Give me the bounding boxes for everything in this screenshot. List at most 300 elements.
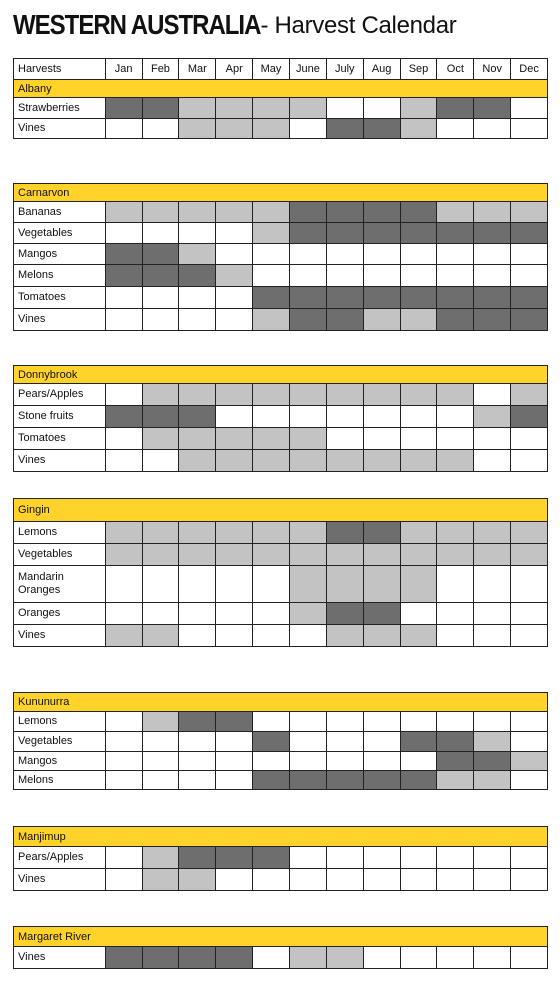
month-cell (216, 309, 253, 330)
month-cell (511, 265, 548, 286)
month-cell (401, 603, 438, 624)
month-cell (511, 522, 548, 543)
month-cell (106, 450, 143, 471)
table-row (14, 869, 548, 891)
month-cell (437, 847, 474, 868)
crop-label: Bananas (14, 202, 106, 222)
month-cell (143, 771, 180, 789)
crop-label: Tomatoes (14, 428, 106, 449)
month-cell (474, 752, 511, 770)
month-cell (401, 771, 438, 789)
month-cell (511, 712, 548, 731)
month-cell (216, 384, 253, 405)
month-cell (401, 287, 438, 308)
month-cell (401, 98, 438, 118)
month-cell (327, 98, 364, 118)
month-cell (216, 223, 253, 243)
month-cell (511, 847, 548, 868)
region-table-margaret-river (13, 926, 548, 969)
month-cell (327, 771, 364, 789)
month-cell (290, 566, 327, 602)
month-cell (474, 244, 511, 264)
month-cell (143, 450, 180, 471)
crop-label: Mangos (14, 244, 106, 264)
month-cell (179, 98, 216, 118)
month-cell (143, 625, 180, 646)
month-cell (143, 847, 180, 868)
month-cell (216, 406, 253, 427)
month-cell (511, 450, 548, 471)
month-header-oct: Oct (437, 59, 474, 79)
region-table-kununurra (13, 692, 548, 790)
month-cell (474, 771, 511, 789)
table-row (14, 98, 548, 119)
month-cell (179, 544, 216, 565)
month-cell (401, 625, 438, 646)
crop-label: Mandarin Oranges (14, 566, 106, 602)
month-cell (511, 603, 548, 624)
month-cell (143, 752, 180, 770)
table-row (14, 202, 548, 223)
crop-label: Vines (14, 869, 106, 890)
month-cell (364, 309, 401, 330)
month-cell (106, 119, 143, 138)
month-cell (179, 847, 216, 868)
table-row (14, 384, 548, 406)
crop-label: Strawberries (14, 98, 106, 118)
region-table-gingin (13, 498, 548, 647)
region-heading: Gingin (14, 498, 548, 522)
page-title (13, 9, 457, 46)
month-header-apr: Apr (216, 59, 253, 79)
month-cell (401, 384, 438, 405)
month-cell (474, 406, 511, 427)
month-cell (327, 223, 364, 243)
month-cell (327, 119, 364, 138)
month-cell (437, 544, 474, 565)
month-header-july: July (327, 59, 364, 79)
crop-label: Melons (14, 771, 106, 789)
crop-label: Stone fruits (14, 406, 106, 427)
month-cell (327, 712, 364, 731)
crop-label: Lemons (14, 522, 106, 543)
month-cell (364, 287, 401, 308)
month-cell (474, 522, 511, 543)
crop-label: Pears/Apples (14, 384, 106, 405)
month-cell (327, 869, 364, 890)
month-cell (290, 287, 327, 308)
month-cell (401, 847, 438, 868)
crop-label: Vines (14, 947, 106, 968)
month-cell (253, 119, 290, 138)
month-cell (437, 712, 474, 731)
month-cell (474, 732, 511, 751)
month-cell (437, 244, 474, 264)
month-cell (143, 309, 180, 330)
table-row (14, 244, 548, 265)
month-cell (401, 947, 438, 968)
month-cell (401, 265, 438, 286)
month-cell (511, 384, 548, 405)
month-cell (364, 625, 401, 646)
month-cell (401, 309, 438, 330)
month-cell (253, 522, 290, 543)
month-cell (364, 428, 401, 449)
month-cell (253, 732, 290, 751)
month-cell (179, 771, 216, 789)
month-cell (216, 428, 253, 449)
month-cell (364, 712, 401, 731)
month-cell (179, 223, 216, 243)
title-bold-part: WESTERN AUSTRALIA (13, 9, 261, 41)
month-cell (106, 428, 143, 449)
month-cell (253, 223, 290, 243)
month-cell (290, 450, 327, 471)
month-cell (290, 752, 327, 770)
month-cell (474, 847, 511, 868)
month-cell (179, 202, 216, 222)
month-cell (511, 428, 548, 449)
month-cell (253, 406, 290, 427)
month-header-feb: Feb (143, 59, 180, 79)
month-cell (216, 847, 253, 868)
month-cell (216, 450, 253, 471)
month-cell (290, 712, 327, 731)
month-cell (474, 869, 511, 890)
month-cell (364, 732, 401, 751)
month-cell (106, 406, 143, 427)
month-cell (511, 544, 548, 565)
month-cell (216, 869, 253, 890)
month-cell (327, 384, 364, 405)
region-table-carnarvon (13, 183, 548, 331)
month-cell (106, 384, 143, 405)
month-cell (179, 406, 216, 427)
month-cell (364, 202, 401, 222)
month-cell (474, 265, 511, 286)
month-cell (179, 428, 216, 449)
region-heading: Carnarvon (14, 183, 548, 202)
title-subtitle-part: - Harvest Calendar (260, 12, 457, 39)
table-row (14, 119, 548, 139)
month-cell (106, 712, 143, 731)
month-cell (511, 752, 548, 770)
month-cell (106, 847, 143, 868)
month-cell (474, 384, 511, 405)
month-cell (106, 947, 143, 968)
month-cell (474, 544, 511, 565)
table-row (14, 287, 548, 309)
month-cell (511, 98, 548, 118)
table-row (14, 752, 548, 771)
crop-label: Vegetables (14, 544, 106, 565)
month-cell (143, 566, 180, 602)
month-cell (179, 712, 216, 731)
crop-label: Oranges (14, 603, 106, 624)
month-cell (179, 566, 216, 602)
table-row (14, 450, 548, 472)
month-cell (437, 309, 474, 330)
month-cell (401, 732, 438, 751)
month-cell (290, 202, 327, 222)
month-cell (179, 625, 216, 646)
month-cell (179, 732, 216, 751)
month-cell (364, 847, 401, 868)
region-heading: Margaret River (14, 926, 548, 947)
month-cell (253, 450, 290, 471)
month-cell (106, 244, 143, 264)
month-cell (253, 544, 290, 565)
table-row (14, 847, 548, 869)
month-cell (364, 771, 401, 789)
month-cell (253, 752, 290, 770)
table-row (14, 309, 548, 331)
month-cell (474, 98, 511, 118)
table-row (14, 712, 548, 732)
month-cell (401, 869, 438, 890)
month-cell (401, 544, 438, 565)
month-cell (511, 625, 548, 646)
month-cell (401, 450, 438, 471)
crop-label: Mangos (14, 752, 106, 770)
month-cell (401, 428, 438, 449)
header-label: Harvests (14, 59, 106, 79)
month-cell (106, 566, 143, 602)
month-cell (179, 869, 216, 890)
crop-label: Melons (14, 265, 106, 286)
month-cell (327, 202, 364, 222)
crop-label: Vegetables (14, 732, 106, 751)
month-cell (253, 603, 290, 624)
month-cell (437, 406, 474, 427)
month-header-june: June (290, 59, 327, 79)
table-row (14, 406, 548, 428)
month-cell (437, 428, 474, 449)
month-cell (216, 202, 253, 222)
region-heading: Albany (14, 80, 548, 98)
month-cell (290, 244, 327, 264)
month-cell (143, 287, 180, 308)
month-cell (143, 406, 180, 427)
month-cell (364, 244, 401, 264)
month-cell (106, 544, 143, 565)
month-cell (143, 98, 180, 118)
month-cell (364, 406, 401, 427)
month-cell (290, 522, 327, 543)
month-cell (143, 544, 180, 565)
month-cell (327, 603, 364, 624)
month-cell (474, 625, 511, 646)
month-cell (106, 98, 143, 118)
month-cell (401, 223, 438, 243)
month-cell (474, 309, 511, 330)
table-row (14, 544, 548, 566)
month-cell (106, 522, 143, 543)
month-cell (437, 771, 474, 789)
month-cell (290, 771, 327, 789)
month-cell (364, 522, 401, 543)
month-cell (253, 265, 290, 286)
region-heading: Kununurra (14, 692, 548, 712)
month-header-sep: Sep (401, 59, 438, 79)
month-cell (179, 752, 216, 770)
month-cell (364, 544, 401, 565)
month-cell (179, 450, 216, 471)
month-cell (106, 265, 143, 286)
month-cell (143, 119, 180, 138)
crop-label: Vines (14, 119, 106, 138)
month-header-aug: Aug (364, 59, 401, 79)
month-cell (474, 603, 511, 624)
month-cell (511, 732, 548, 751)
month-cell (474, 119, 511, 138)
month-cell (327, 947, 364, 968)
month-cell (290, 406, 327, 427)
month-cell (253, 566, 290, 602)
month-cell (364, 566, 401, 602)
month-cell (216, 603, 253, 624)
month-cell (106, 309, 143, 330)
month-cell (253, 244, 290, 264)
month-cell (253, 847, 290, 868)
month-cell (327, 406, 364, 427)
month-cell (437, 566, 474, 602)
month-cell (437, 450, 474, 471)
crop-label: Lemons (14, 712, 106, 731)
month-cell (143, 244, 180, 264)
month-cell (511, 406, 548, 427)
month-cell (106, 752, 143, 770)
month-cell (401, 202, 438, 222)
month-cell (327, 625, 364, 646)
month-cell (290, 309, 327, 330)
month-cell (253, 202, 290, 222)
month-cell (327, 732, 364, 751)
month-cell (253, 384, 290, 405)
month-cell (179, 309, 216, 330)
month-cell (401, 119, 438, 138)
table-row (14, 771, 548, 790)
crop-label: Vegetables (14, 223, 106, 243)
month-cell (290, 603, 327, 624)
table-row (14, 522, 548, 544)
month-cell (511, 771, 548, 789)
month-cell (106, 202, 143, 222)
month-cell (290, 869, 327, 890)
month-cell (253, 712, 290, 731)
month-cell (437, 869, 474, 890)
month-cell (437, 732, 474, 751)
month-cell (511, 287, 548, 308)
month-cell (437, 119, 474, 138)
table-row (14, 566, 548, 603)
month-cell (216, 712, 253, 731)
header-row (14, 58, 548, 80)
month-cell (216, 544, 253, 565)
month-cell (437, 625, 474, 646)
month-cell (364, 265, 401, 286)
month-cell (143, 869, 180, 890)
month-cell (437, 202, 474, 222)
month-cell (437, 223, 474, 243)
crop-label: Vines (14, 309, 106, 330)
region-heading: Manjimup (14, 826, 548, 847)
month-cell (364, 223, 401, 243)
month-cell (327, 847, 364, 868)
month-cell (290, 265, 327, 286)
table-row (14, 732, 548, 752)
month-cell (290, 625, 327, 646)
month-cell (511, 566, 548, 602)
region-table-donnybrook (13, 365, 548, 472)
month-cell (511, 244, 548, 264)
month-cell (401, 406, 438, 427)
month-cell (327, 265, 364, 286)
month-cell (106, 771, 143, 789)
month-cell (437, 947, 474, 968)
month-header-dec: Dec (511, 59, 548, 79)
month-cell (253, 947, 290, 968)
month-cell (143, 384, 180, 405)
month-cell (511, 947, 548, 968)
month-cell (143, 712, 180, 731)
month-cell (327, 428, 364, 449)
month-cell (401, 712, 438, 731)
month-cell (474, 450, 511, 471)
month-cell (511, 223, 548, 243)
month-cell (143, 603, 180, 624)
month-cell (143, 202, 180, 222)
month-cell (290, 428, 327, 449)
month-cell (401, 566, 438, 602)
month-cell (290, 98, 327, 118)
month-cell (179, 522, 216, 543)
month-header-mar: Mar (179, 59, 216, 79)
month-cell (106, 223, 143, 243)
month-cell (511, 202, 548, 222)
region-table-manjimup (13, 826, 548, 891)
month-cell (143, 223, 180, 243)
month-cell (511, 869, 548, 890)
month-cell (216, 732, 253, 751)
month-cell (437, 752, 474, 770)
table-row (14, 625, 548, 647)
month-cell (106, 625, 143, 646)
region-table-albany (13, 58, 548, 139)
month-cell (437, 384, 474, 405)
month-cell (143, 265, 180, 286)
month-cell (474, 202, 511, 222)
month-cell (437, 522, 474, 543)
month-cell (364, 869, 401, 890)
month-cell (216, 947, 253, 968)
month-cell (216, 522, 253, 543)
month-cell (216, 98, 253, 118)
month-cell (511, 119, 548, 138)
month-cell (364, 98, 401, 118)
month-cell (327, 287, 364, 308)
month-cell (327, 752, 364, 770)
month-cell (179, 384, 216, 405)
month-cell (216, 287, 253, 308)
month-cell (216, 265, 253, 286)
month-cell (290, 384, 327, 405)
month-cell (179, 119, 216, 138)
month-cell (106, 287, 143, 308)
month-cell (327, 522, 364, 543)
month-cell (290, 544, 327, 565)
month-cell (364, 119, 401, 138)
